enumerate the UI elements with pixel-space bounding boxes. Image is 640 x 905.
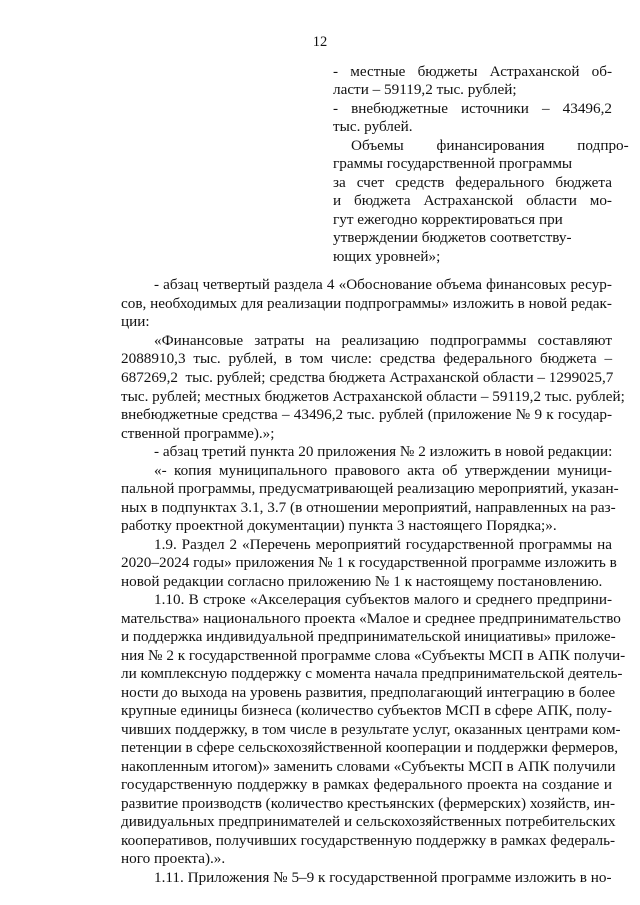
body-line: пальной программы, предусматривающей реализацию мероприятий, указан- (121, 480, 619, 497)
body-line: и поддержка индивидуальной предпринимательской инициативы» приложе- (121, 628, 616, 645)
body-line: ности до выхода на уровень развития, предполагающий интеграцию в более (121, 684, 616, 701)
body-line: 1.11. Приложения № 5–9 к государственной программе изложить в но- (154, 869, 612, 886)
body-line: ли комплексную поддержку с момента начала предпринимательской деятель- (121, 665, 623, 682)
body-line: - абзац четвертый раздела 4 «Обоснование объема финансовых ресур- (154, 276, 612, 293)
right-column-line: за счет средств федерального бюджета (333, 174, 612, 191)
right-column-line: граммы государственной программы (333, 155, 573, 172)
right-column-line: Объемы финансирования подпро- (351, 137, 629, 154)
right-column-line: - внебюджетные источники – 43496,2 (333, 100, 612, 117)
body-line: «- копия муниципального правового акта об утверждении муници- (154, 462, 612, 479)
body-line: 1.10. В строке «Акселерация субъектов малого и среднего предприни- (154, 591, 613, 608)
right-column-line: ласти – 59119,2 тыс. рублей; (333, 81, 517, 98)
body-line: ного проекта).». (121, 850, 226, 867)
page-number: 12 (312, 34, 328, 50)
body-line: крупные единицы бизнеса (количество субъектов МСП в сфере АПК, полу- (121, 702, 612, 719)
body-line: сов, необходимых для реализации подпрограммы» изложить в новой редак- (121, 295, 612, 312)
body-line: - абзац третий пункта 20 приложения № 2 изложить в новой редакции: (154, 443, 613, 460)
body-line: развитие производств (количество крестьянских (фермерских) хозяйств, ин- (121, 795, 616, 812)
body-line: 687269,2 тыс. рублей; средства бюджета Астраханской области – 1299025,7 (121, 369, 614, 386)
right-column-line: и бюджета Астраханской области мо- (333, 192, 612, 209)
body-line: 1.9. Раздел 2 «Перечень мероприятий государственной программы на (154, 536, 612, 553)
body-line: ственной программе).»; (121, 425, 275, 442)
body-line: накопленным итогом)» заменить словами «Субъекты МСП в АПК получили (121, 758, 616, 775)
body-line: «Финансовые затраты на реализацию подпрограммы составляют (154, 332, 612, 349)
right-column-line: - местные бюджеты Астраханской об- (333, 63, 613, 80)
right-column-line: утверждении бюджетов соответству- (333, 229, 572, 246)
body-line: петенции в сфере сельскохозяйственной кооперации и поддержки фермеров, (121, 739, 619, 756)
body-line: тыс. рублей; местных бюджетов Астраханской области – 59119,2 тыс. рублей; (121, 388, 625, 405)
body-line: кооперативов, получивших государственную поддержку в рамках федераль- (121, 832, 616, 849)
body-line: ных в подпунктах 3.1, 3.7 (в отношении мероприятий, направленных на раз- (121, 499, 616, 516)
body-line: новой редакции согласно приложению № 1 к настоящему постановлению. (121, 573, 603, 590)
body-line: ния № 2 к государственной программе слова «Субъекты МСП в АПК получи- (121, 647, 626, 664)
body-line: внебюджетные средства – 43496,2 тыс. рублей (приложение № 9 к государ- (121, 406, 613, 423)
body-line: работку проектной документации) пункта 3 настоящего Порядка;». (121, 517, 557, 534)
body-line: ции: (121, 313, 150, 330)
right-column-line: ющих уровней»; (333, 248, 441, 265)
body-line: дивидуальных предпринимателей и сельскохозяйственных потребительских (121, 813, 616, 830)
body-line: государственную поддержку в рамках федерального проекта на создание и (121, 776, 613, 793)
body-line: чивших поддержку, в том числе в результате услуг, оказанных центрами ком- (121, 721, 621, 738)
body-line: 2088910,3 тыс. рублей, в том числе: средства федерального бюджета – (121, 350, 613, 367)
right-column-line: гут ежегодно корректироваться при (333, 211, 563, 228)
body-line: мательства» национального проекта «Малое и среднее предпринимательство (121, 610, 621, 627)
body-line: 2020–2024 годы» приложения № 1 к государственной программе изложить в (121, 554, 617, 571)
right-column-line: тыс. рублей. (333, 118, 413, 135)
